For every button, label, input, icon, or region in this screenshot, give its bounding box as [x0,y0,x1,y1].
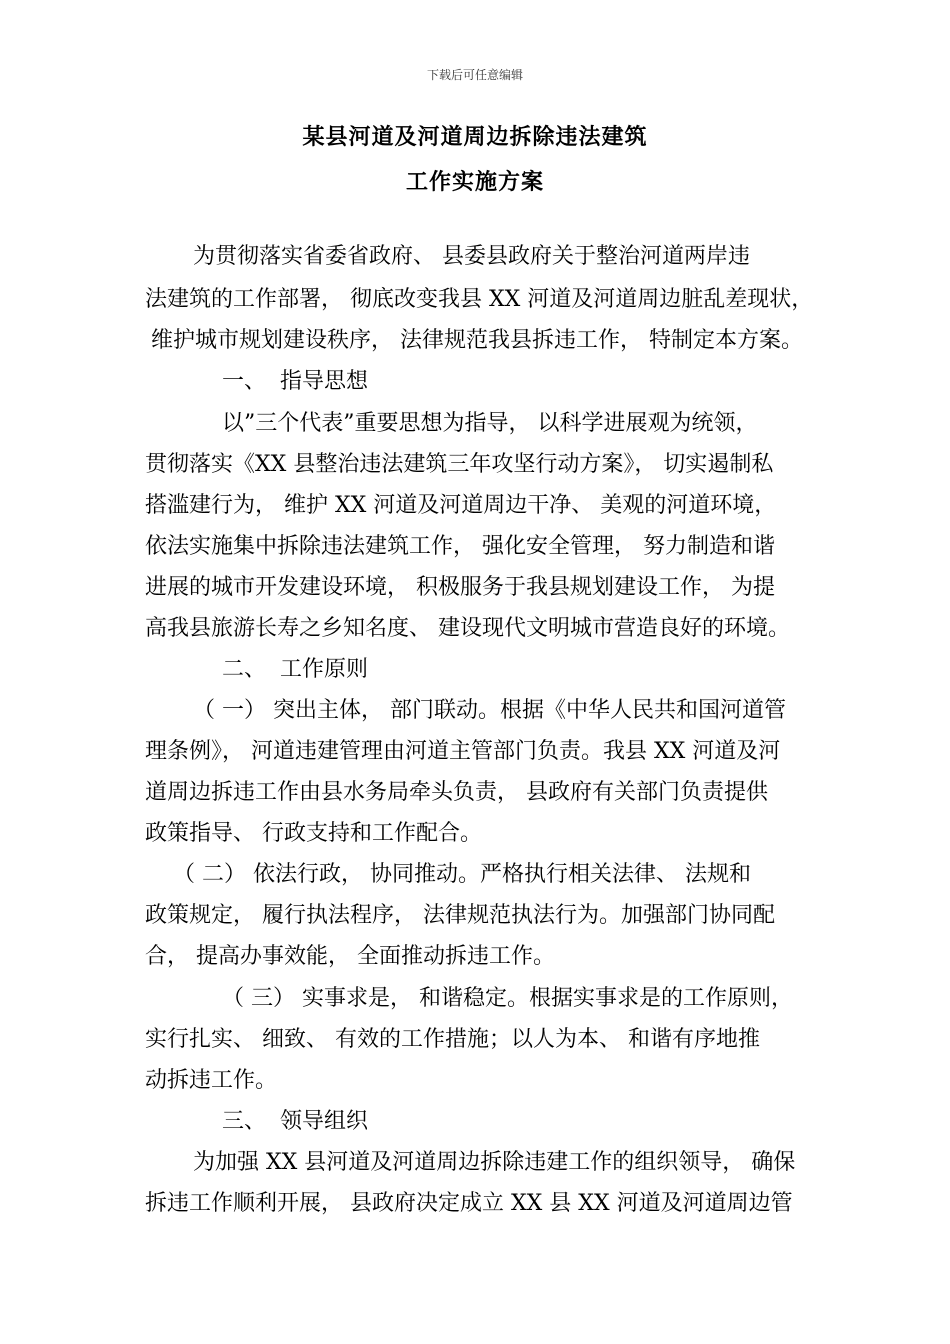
body-line: 以”三个代表”重要思想为指导， 以科学进展观为统领， [222,411,758,436]
document-title-line-1: 某县河道及河道周边拆除违法建筑 [302,124,648,150]
body-line: 动拆违工作。 [145,1068,278,1093]
page-header-note: 下载后可任意编辑 [426,68,523,82]
body-line: 搭滥建行为， 维护 XX 河道及河道周边干净、 美观的河道环境， [145,493,777,518]
body-line: 道周边拆违工作由县水务局牵头负责， 县政府有关部门负责提供 [145,780,768,805]
document-title-line-2: 工作实施方案 [405,169,544,195]
body-line: 法建筑的工作部署， 彻底改变我县 XX 河道及河道周边脏乱差现状， [145,287,814,312]
body-line: 维护城市规划建设秩序， 法律规范我县拆违工作， 特制定本方案。 [151,328,803,353]
body-line: 政策指导、 行政支持和工作配合。 [145,821,482,846]
section-heading-1: 一、 指导思想 [222,369,368,394]
body-line: 高我县旅游长寿之乡知名度、 建设现代文明城市营造良好的环境。 [145,616,790,641]
body-line: 理条例》， 河道违建管理由河道主管部门负责。我县 XX 河道及河 [145,739,781,764]
body-line: 实行扎实、 细致、 有效的工作措施；以人为本、 和谐有序地推 [145,1027,760,1052]
body-line: 进展的城市开发建设环境， 积极服务于我县规划建设工作， 为提 [145,575,775,600]
body-line: （ 三） 实事求是， 和谐稳定。根据实事求是的工作原则， [222,986,793,1011]
body-line: 拆违工作顺利开展， 县政府决定成立 XX 县 XX 河道及河道周边管 [145,1191,793,1216]
body-line: （ 一） 突出主体， 部门联动。根据《中华人民共和国河道管 [193,698,786,723]
body-line: 为加强 XX 县河道及河道周边拆除违建工作的组织领导， 确保 [193,1150,796,1175]
section-heading-2: 二、 工作原则 [222,657,368,682]
body-line: 依法实施集中拆除违法建筑工作， 强化安全管理， 努力制造和谐 [145,534,775,559]
body-line: 贯彻落实《XX 县整治违法建筑三年攻坚行动方案》， 切实遏制私 [145,452,774,477]
section-heading-3: 三、 领导组织 [222,1109,368,1134]
body-line: （ 二） 依法行政， 协同推动。严格执行相关法律、 法规和 [173,862,751,887]
body-line: 合， 提高办事效能， 全面推动拆违工作。 [145,944,555,969]
body-line: 政策规定， 履行执法程序， 法律规范执法行为。加强部门协同配 [145,903,775,928]
body-line: 为贯彻落实省委省政府、 县委县政府关于整治河道两岸违 [193,244,750,269]
